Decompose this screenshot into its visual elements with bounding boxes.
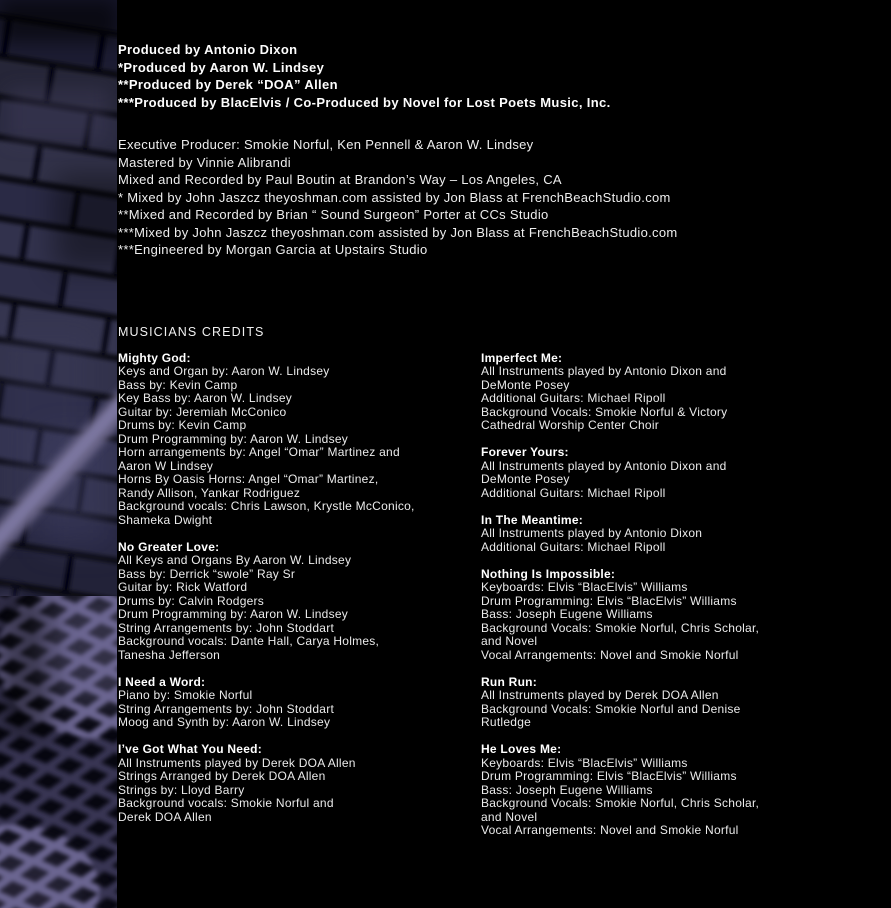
text-line: **Produced by Derek “DOA” Allen xyxy=(118,77,338,92)
credit-line: Background vocals: Chris Lawson, Krystle McConico, xyxy=(118,499,415,513)
musicians-credits-heading: MUSICIANS CREDITS xyxy=(118,324,265,339)
credit-line: and Novel xyxy=(481,809,538,824)
credit-line: Drum Programming: Elvis “BlacElvis” Williams xyxy=(481,593,737,608)
song-title: Mighty God: xyxy=(118,350,191,365)
credit-line: Strings Arranged by Derek DOA Allen xyxy=(118,769,326,783)
credit-line: All Instruments played by Antonio Dixon xyxy=(481,526,703,540)
credit-line: Additional Guitars: Michael Ripoll xyxy=(481,485,666,500)
credit-line: Aaron W Lindsey xyxy=(118,458,214,473)
song-credits-section xyxy=(118,352,481,528)
credit-line: All Instruments played by Derek DOA Allen xyxy=(118,755,356,770)
song-credits-column-left xyxy=(118,352,481,838)
song-credits-column-right xyxy=(481,352,759,852)
credit-line: Additional Guitars: Michael Ripoll xyxy=(481,539,666,554)
credits-content xyxy=(118,0,759,851)
credit-line: Drum Programming by: Aaron W. Lindsey xyxy=(118,431,349,446)
credit-line: Additional Guitars: Michael Ripoll xyxy=(481,391,666,405)
credit-line: Randy Allison, Yankar Rodriguez xyxy=(118,485,301,500)
credit-line: Drum Programming: Elvis “BlacElvis” Williams xyxy=(481,769,737,783)
credit-line: Drums by: Kevin Camp xyxy=(118,418,247,432)
text-line: Produced by Antonio Dixon xyxy=(118,42,298,57)
credit-line: Background Vocals: Smokie Norful, Chris Scholar, xyxy=(481,796,760,810)
credit-line: Background vocals: Smokie Norful and xyxy=(118,796,334,810)
credit-line: All Instruments played by Antonio Dixon and xyxy=(481,458,727,473)
credit-line: Horn arrangements by: Angel “Omar” Martinez and xyxy=(118,445,400,459)
brick-wall-photo xyxy=(0,0,117,908)
credit-line: Drum Programming by: Aaron W. Lindsey xyxy=(118,607,349,621)
credit-line: Horns By Oasis Horns: Angel “Omar” Martinez, xyxy=(118,472,379,486)
song-credits-section xyxy=(481,446,759,500)
credit-line: Shameka Dwight xyxy=(118,512,213,527)
credit-line: Bass: Joseph Eugene Williams xyxy=(481,607,653,621)
song-credits-section xyxy=(118,743,481,824)
text-line: *Produced by Aaron W. Lindsey xyxy=(118,59,325,75)
credit-line: Background Vocals: Smokie Norful, Chris Scholar, xyxy=(481,620,760,635)
credit-line: Strings by: Lloyd Barry xyxy=(118,782,245,797)
credit-line: Background vocals: Dante Hall, Carya Holmes, xyxy=(118,634,380,648)
song-credits-columns xyxy=(118,352,759,852)
credit-line: and Novel xyxy=(481,634,538,648)
text-line: Mastered by Vinnie Alibrandi xyxy=(118,154,291,170)
song-title: Imperfect Me: xyxy=(481,350,563,365)
song-title: Nothing Is Impossible: xyxy=(481,566,616,581)
credit-line: Guitar by: Jeremiah McConico xyxy=(118,404,287,419)
credit-line: Cathedral Worship Center Choir xyxy=(481,418,660,432)
credit-line: Piano by: Smokie Norful xyxy=(118,688,253,702)
credit-line: All Instruments played by Antonio Dixon and xyxy=(481,364,727,378)
song-credits-section xyxy=(481,743,759,838)
song-title: I’ve Got What You Need: xyxy=(118,742,262,756)
song-credits-section xyxy=(118,676,481,730)
song-credits-section xyxy=(481,352,759,433)
text-line: ***Mixed by John Jaszcz theyoshman.com assisted by Jon Blass at FrenchBeachStudio.com xyxy=(118,224,678,240)
credit-line: Keyboards: Elvis “BlacElvis” Williams xyxy=(481,755,688,770)
song-credits-section xyxy=(481,676,759,730)
credit-line: All Instruments played by Derek DOA Allen xyxy=(481,688,719,702)
song-title: Run Run: xyxy=(481,674,537,689)
credit-line: Bass by: Derrick “swole” Ray Sr xyxy=(118,566,296,581)
credit-line: Bass by: Kevin Camp xyxy=(118,377,238,392)
song-title: He Loves Me: xyxy=(481,742,562,756)
credit-line: String Arrangements by: John Stoddart xyxy=(118,620,335,635)
credit-line: Guitar by: Rick Watford xyxy=(118,580,248,594)
song-title: No Greater Love: xyxy=(118,539,220,554)
credit-line: Background Vocals: Smokie Norful and Denise xyxy=(481,701,741,716)
credit-line: Vocal Arrangements: Novel and Smokie Norful xyxy=(481,647,739,662)
text-line: Mixed and Recorded by Paul Boutin at Brandon’s Way – Los Angeles, CA xyxy=(118,172,562,187)
credit-line: Drums by: Calvin Rodgers xyxy=(118,593,265,608)
song-credits-section xyxy=(118,541,481,663)
song-credits-section xyxy=(481,568,759,663)
credit-line: Background Vocals: Smokie Norful & Victory xyxy=(481,404,728,419)
text-line: ***Produced by BlacElvis / Co-Produced by Novel for Lost Poets Music, Inc. xyxy=(118,94,611,110)
credit-line: DeMonte Posey xyxy=(481,472,570,486)
credit-line: Keys and Organ by: Aaron W. Lindsey xyxy=(118,364,330,378)
credit-line: String Arrangements by: John Stoddart xyxy=(118,701,335,716)
song-title: In The Meantime: xyxy=(481,512,584,527)
text-line: **Mixed and Recorded by Brian “ Sound Surgeon” Porter at CCs Studio xyxy=(118,207,549,222)
text-line: * Mixed by John Jaszcz theyoshman.com assisted by Jon Blass at FrenchBeachStudio.com xyxy=(118,189,671,205)
text-line: Executive Producer: Smokie Norful, Ken Pennell & Aaron W. Lindsey xyxy=(118,137,534,152)
credit-line: Moog and Synth by: Aaron W. Lindsey xyxy=(118,715,331,729)
credit-line: All Keys and Organs By Aaron W. Lindsey xyxy=(118,553,352,567)
credit-line: Bass: Joseph Eugene Williams xyxy=(481,782,653,797)
text-line: ***Engineered by Morgan Garcia at Upstairs Studio xyxy=(118,242,428,257)
song-title: Forever Yours: xyxy=(481,445,569,459)
credit-line: Keyboards: Elvis “BlacElvis” Williams xyxy=(481,580,688,594)
credit-line: Rutledge xyxy=(481,715,532,729)
credit-line: DeMonte Posey xyxy=(481,377,570,392)
song-title: I Need a Word: xyxy=(118,674,206,689)
engineering-credits xyxy=(118,136,759,259)
credit-line: Key Bass by: Aaron W. Lindsey xyxy=(118,391,293,405)
credit-line: Vocal Arrangements: Novel and Smokie Norful xyxy=(481,823,739,837)
song-credits-section xyxy=(481,514,759,555)
credit-line: Tanesha Jefferson xyxy=(118,647,221,662)
production-credits xyxy=(118,41,759,111)
credit-line: Derek DOA Allen xyxy=(118,809,212,824)
